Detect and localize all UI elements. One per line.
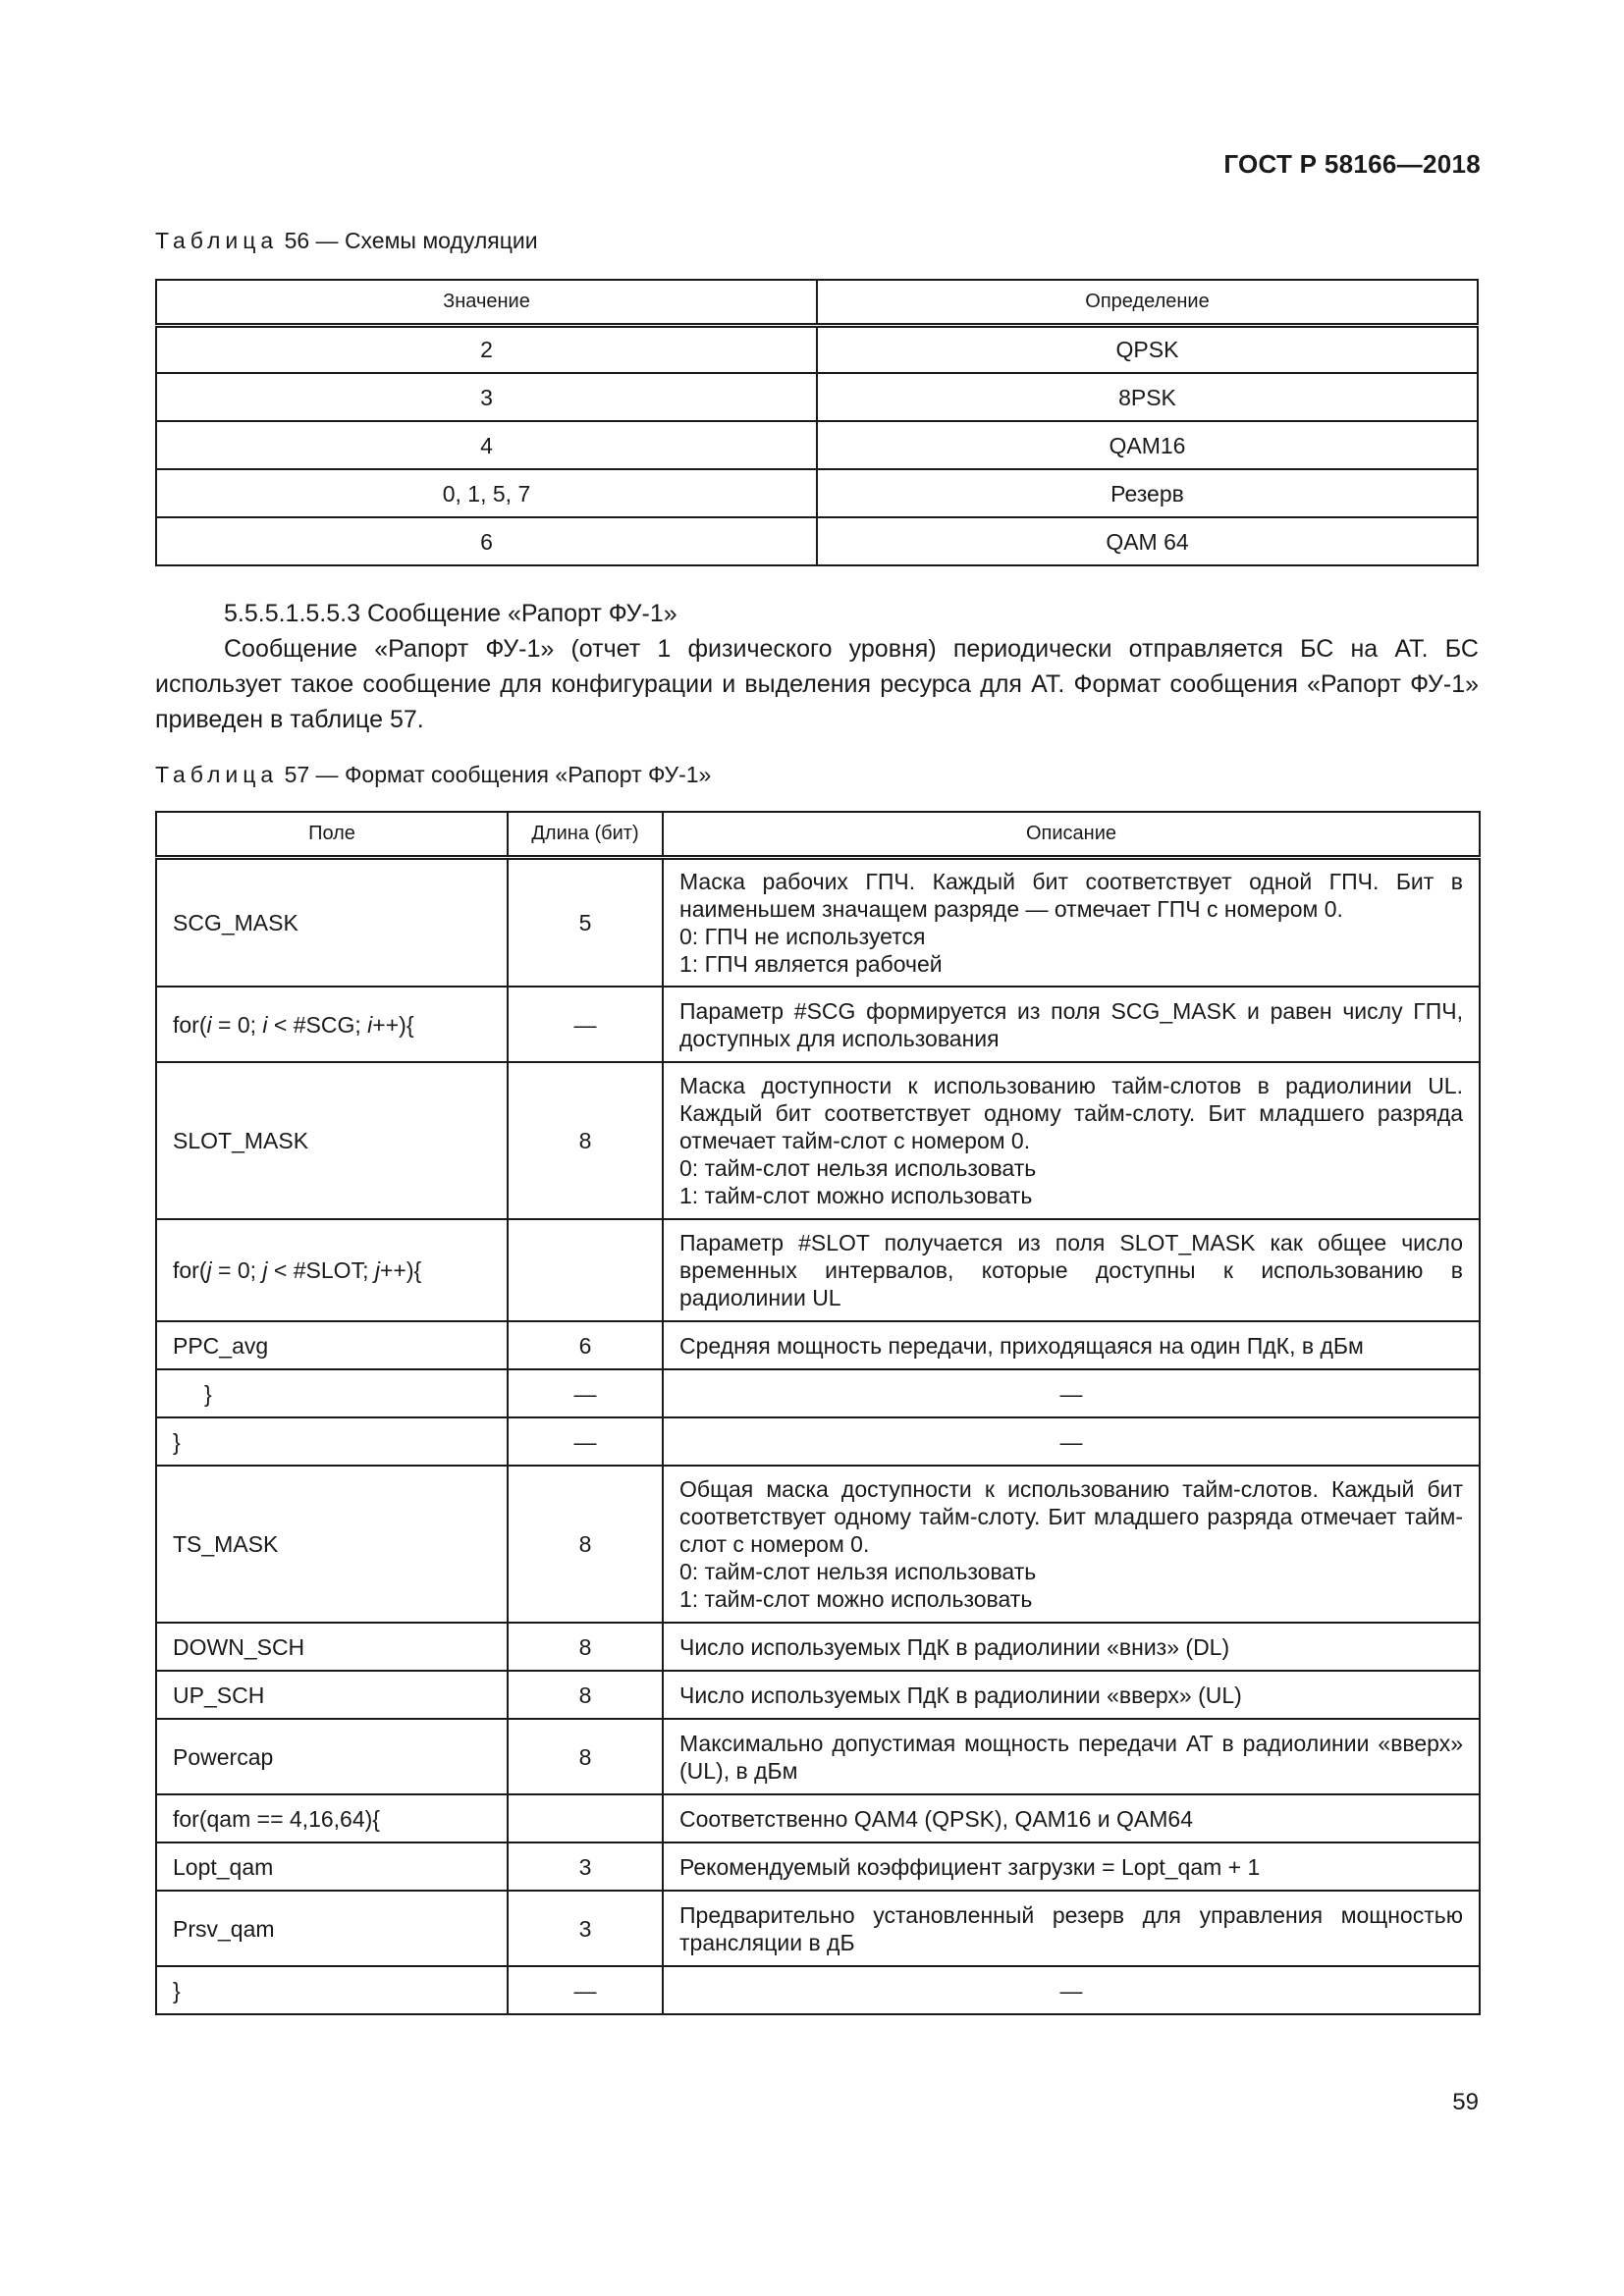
page-number: 59 — [1452, 2089, 1479, 2115]
table-row — [156, 857, 1480, 987]
field-text: for(qam == 4,16,64){ — [173, 1805, 380, 1832]
field-cell — [156, 1369, 508, 1417]
definition-cell: 8PSK — [817, 373, 1478, 421]
field-text-part: i — [206, 1011, 212, 1038]
table-row — [156, 421, 1478, 469]
description-cell — [663, 1321, 1480, 1369]
table-57-caption — [155, 762, 711, 788]
field-text: } — [204, 1380, 212, 1407]
table-row — [156, 1671, 1480, 1719]
definition-cell: Резерв — [817, 469, 1478, 517]
length-cell: — — [508, 1417, 663, 1466]
field-text-part: < #SCG; — [267, 1011, 368, 1038]
table-caption-title: 57 — Формат сообщения «Рапорт ФУ-1» — [284, 762, 712, 787]
field-text: PPC_avg — [173, 1332, 269, 1359]
field-text-part: < #SLOT; — [267, 1257, 375, 1283]
section-heading: 5.5.5.1.5.5.3 Сообщение «Рапорт ФУ-1» — [224, 600, 677, 627]
field-text-part: for( — [173, 1257, 207, 1283]
column-header-field: Поле — [156, 812, 508, 857]
field-cell — [156, 857, 508, 987]
table-header-row — [156, 280, 1478, 325]
field-text-part: ++){ — [379, 1257, 422, 1283]
table-row — [156, 1321, 1480, 1369]
field-cell — [156, 1842, 508, 1891]
field-text-part: for( — [173, 1011, 207, 1038]
table-row — [156, 469, 1478, 517]
description-cell: — — [663, 1966, 1480, 2014]
field-cell — [156, 1321, 508, 1369]
length-cell: 8 — [508, 1623, 663, 1671]
field-text: Prsv_qam — [173, 1915, 275, 1942]
field-text: UP_SCH — [173, 1682, 265, 1708]
description-cell — [663, 1623, 1480, 1671]
field-cell — [156, 1417, 508, 1466]
description-line: 1: тайм-слот можно использовать — [679, 1586, 1033, 1612]
table-56-modulation-schemes — [155, 279, 1479, 566]
description-cell — [663, 857, 1480, 987]
length-cell: 8 — [508, 1062, 663, 1219]
description-line: Общая маска доступности к использованию тайм-слотов. Каждый бит соответствует одному тайм-слоту. Бит младшего разряда отмечает тайм-слот с номером 0. — [679, 1476, 1463, 1557]
field-text-part: j — [374, 1257, 380, 1283]
table-header-row — [156, 812, 1480, 857]
table-row — [156, 325, 1478, 373]
length-cell — [508, 1219, 663, 1321]
value-cell: 0, 1, 5, 7 — [156, 469, 817, 517]
description-line: Средняя мощность передачи, приходящаяся на один ПдК, в дБм — [679, 1332, 1364, 1359]
field-cell — [156, 1062, 508, 1219]
length-cell: — — [508, 1966, 663, 2014]
value-cell: 2 — [156, 325, 817, 373]
length-cell: 8 — [508, 1671, 663, 1719]
length-cell: 8 — [508, 1719, 663, 1794]
description-line: Маска рабочих ГПЧ. Каждый бит соответствует одной ГПЧ. Бит в наименьшем значащем разряде — отмечает ГПЧ с номером 0. — [679, 868, 1463, 922]
section-paragraph: Сообщение «Рапорт ФУ-1» (отчет 1 физического уровня) периодически отправляется БС на АТ. БС использует такое сообщение для конфигурации и выделения ресурса для АТ. Формат сообщения «Рапорт ФУ-1» приведен в таблице 57. — [155, 635, 1479, 733]
length-cell: 3 — [508, 1842, 663, 1891]
length-cell: 3 — [508, 1891, 663, 1966]
description-cell — [663, 1842, 1480, 1891]
description-line: 1: тайм-слот можно использовать — [679, 1183, 1033, 1208]
field-text-part: j — [262, 1257, 268, 1283]
field-text-part: i — [262, 1011, 268, 1038]
field-cell — [156, 1719, 508, 1794]
description-cell — [663, 1794, 1480, 1842]
value-cell: 3 — [156, 373, 817, 421]
description-line: 1: ГПЧ является рабочей — [679, 950, 943, 977]
value-cell: 4 — [156, 421, 817, 469]
definition-cell: QPSK — [817, 325, 1478, 373]
description-cell — [663, 1062, 1480, 1219]
value-cell: 6 — [156, 517, 817, 565]
description-cell — [663, 1466, 1480, 1623]
table-row — [156, 1369, 1480, 1417]
field-cell — [156, 1891, 508, 1966]
description-line: 0: ГПЧ не используется — [679, 923, 926, 949]
field-cell — [156, 1671, 508, 1719]
field-cell — [156, 1466, 508, 1623]
field-cell — [156, 1966, 508, 2014]
field-text: } — [173, 1428, 181, 1455]
table-row — [156, 1842, 1480, 1891]
table-row — [156, 1794, 1480, 1842]
field-text: DOWN_SCH — [173, 1633, 305, 1660]
description-line: Максимально допустимая мощность передачи АТ в радиолинии «вверх» (UL), в дБм — [679, 1730, 1463, 1784]
field-text-part: i — [367, 1011, 373, 1038]
description-cell — [663, 987, 1480, 1062]
table-row — [156, 1719, 1480, 1794]
table-row — [156, 1062, 1480, 1219]
description-line: Соответственно QAM4 (QPSK), QAM16 и QAM64 — [679, 1805, 1194, 1832]
description-line: 0: тайм-слот нельзя использовать — [679, 1559, 1037, 1584]
length-cell — [508, 1794, 663, 1842]
description-line: Предварительно установленный резерв для управления мощностью трансляции в дБ — [679, 1901, 1463, 1955]
table-caption-word: Таблица — [155, 228, 279, 253]
length-cell: 6 — [508, 1321, 663, 1369]
field-cell — [156, 1794, 508, 1842]
definition-cell: QAM 64 — [817, 517, 1478, 565]
table-row — [156, 1623, 1480, 1671]
table-row — [156, 1966, 1480, 2014]
description-line: Параметр #SLOT получается из поля SLOT_MASK как общее число временных интервалов, которые доступны к использованию в радиолинии UL — [679, 1230, 1463, 1310]
length-cell: — — [508, 1369, 663, 1417]
field-cell — [156, 987, 508, 1062]
table-row — [156, 987, 1480, 1062]
field-text: SCG_MASK — [173, 909, 298, 935]
table-caption-title: 56 — Схемы модуляции — [284, 228, 538, 253]
table-56-caption — [155, 228, 538, 254]
column-header-value: Значение — [156, 280, 817, 325]
field-text-part: = 0; — [211, 1257, 263, 1283]
table-row — [156, 1466, 1480, 1623]
description-cell: — — [663, 1369, 1480, 1417]
field-text: TS_MASK — [173, 1531, 279, 1557]
table-57-report-format — [155, 811, 1481, 2015]
description-cell — [663, 1671, 1480, 1719]
description-line: Число используемых ПдК в радиолинии «вниз» (DL) — [679, 1633, 1230, 1660]
definition-cell: QAM16 — [817, 421, 1478, 469]
description-cell — [663, 1891, 1480, 1966]
table-caption-word: Таблица — [155, 762, 279, 787]
description-line: Маска доступности к использованию тайм-слотов в радиолинии UL. Каждый бит соответствует одному тайм-слоту. Бит младшего разряда отмечает тайм-слот с номером 0. — [679, 1073, 1463, 1153]
table-row — [156, 1891, 1480, 1966]
section-text — [155, 596, 1479, 737]
description-cell: — — [663, 1417, 1480, 1466]
description-cell — [663, 1719, 1480, 1794]
field-text: } — [173, 1977, 181, 2003]
description-cell — [663, 1219, 1480, 1321]
length-cell: 8 — [508, 1466, 663, 1623]
description-line: 0: тайм-слот нельзя использовать — [679, 1155, 1037, 1181]
description-line: Рекомендуемый коэффициент загрузки = Lopt_qam + 1 — [679, 1853, 1261, 1880]
table-row — [156, 517, 1478, 565]
field-text: Lopt_qam — [173, 1853, 274, 1880]
field-text-part: = 0; — [211, 1011, 263, 1038]
field-text-part: ++){ — [372, 1011, 414, 1038]
column-header-definition: Определение — [817, 280, 1478, 325]
description-line: Параметр #SCG формируется из поля SCG_MASK и равен числу ГПЧ, доступных для использования — [679, 997, 1463, 1051]
table-row — [156, 1219, 1480, 1321]
table-row — [156, 373, 1478, 421]
field-text-part: j — [206, 1257, 212, 1283]
field-cell — [156, 1623, 508, 1671]
column-header-length: Длина (бит) — [508, 812, 663, 857]
document-code: ГОСТ Р 58166—2018 — [1223, 149, 1481, 179]
field-text: SLOT_MASK — [173, 1128, 309, 1153]
table-row — [156, 1417, 1480, 1466]
field-cell — [156, 1219, 508, 1321]
description-line: Число используемых ПдК в радиолинии «вверх» (UL) — [679, 1682, 1242, 1708]
field-text: Powercap — [173, 1743, 274, 1770]
column-header-description: Описание — [663, 812, 1480, 857]
length-cell: — — [508, 987, 663, 1062]
length-cell: 5 — [508, 857, 663, 987]
